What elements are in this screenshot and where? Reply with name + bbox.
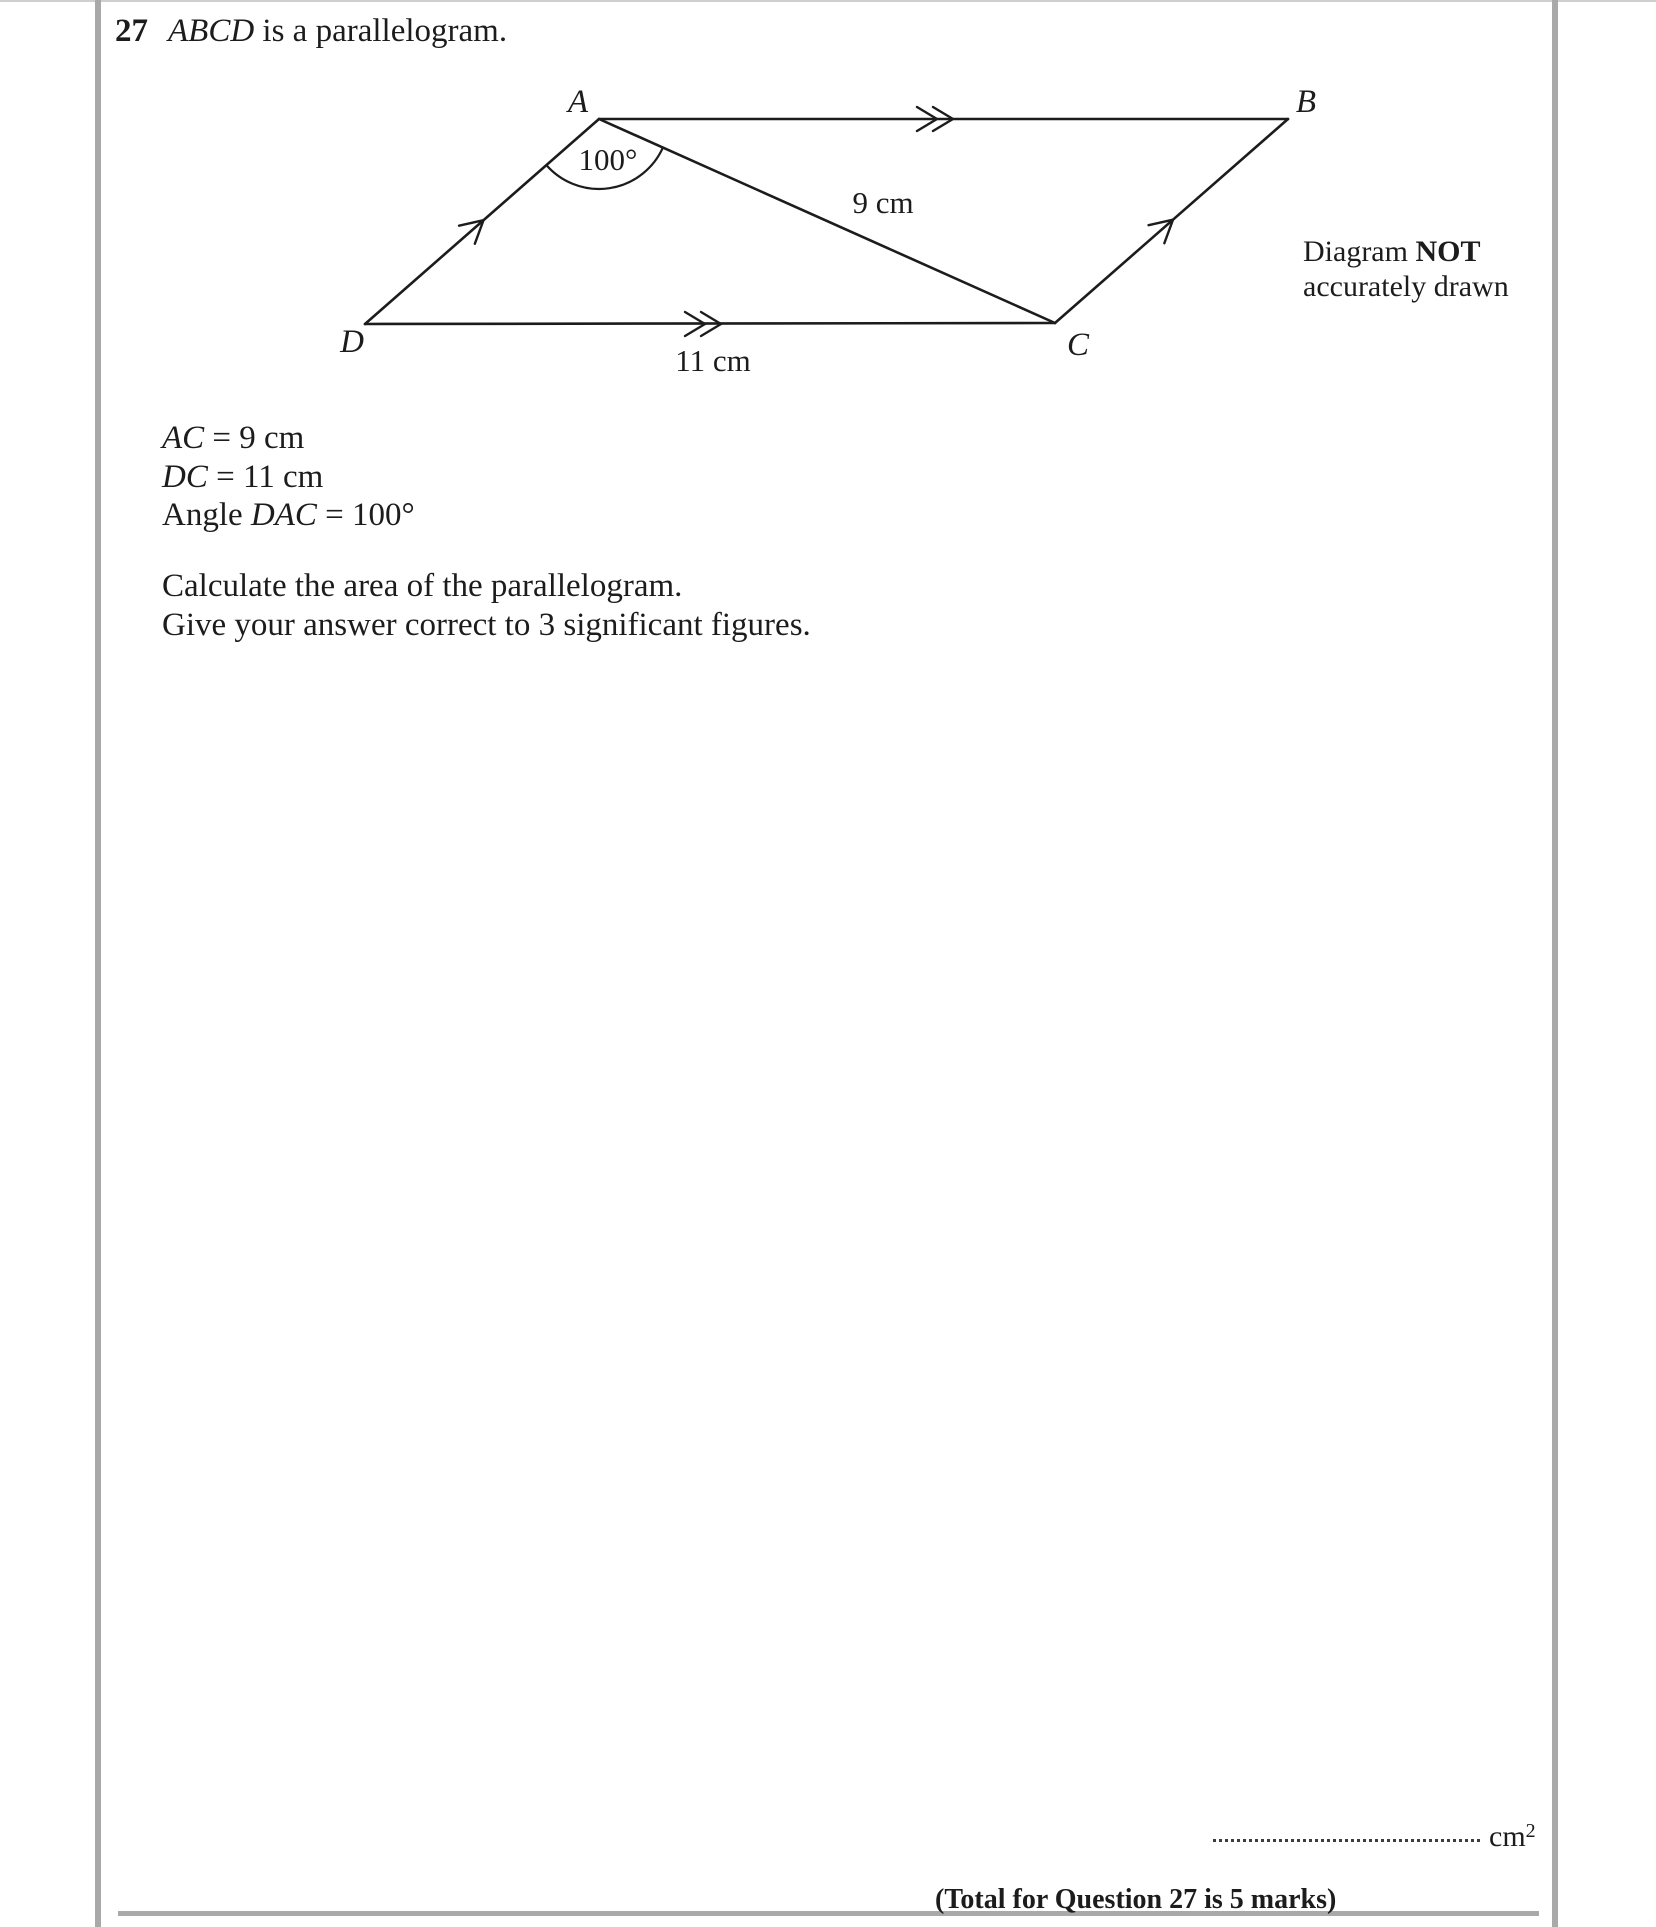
given-facts [162, 419, 415, 535]
vertex-label-a: A [567, 84, 589, 120]
vertex-label-c: C [1066, 327, 1090, 363]
diagram-note-line1: Diagram NOT [1303, 235, 1481, 268]
task-instructions [162, 567, 811, 645]
parallelogram-diagram [0, 0, 1656, 430]
edge-cd [365, 323, 1055, 324]
vertex-label-b: B [1295, 84, 1317, 120]
question-statement-rest: is a parallelogram. [254, 13, 508, 49]
answer-unit: $cm^2$ [1489, 1820, 1536, 1853]
total-marks: (Total for Question 27 is 5 marks) [935, 1884, 1337, 1915]
fact-dc: DC = 11 cm [162, 458, 324, 495]
fact-ac: AC = 9 cm [162, 420, 305, 456]
angle-label: 100° [578, 142, 638, 177]
question-statement-italic: ABCD [168, 13, 255, 49]
answer-dotted-line [1213, 1813, 1480, 1842]
task-line1: Calculate the area of the parallelogram. [162, 568, 683, 604]
answer-unit-superscript: 2 [1525, 1820, 1536, 1842]
base-length-label: 11 cm [675, 343, 751, 378]
question-number: 27 [115, 13, 148, 49]
diagonal-ac [599, 119, 1055, 323]
diagram-note-line2: accurately drawn [1303, 270, 1509, 303]
vertex-label-d: D [340, 324, 364, 360]
diagram-note [1303, 234, 1509, 304]
diagonal-length-label: 9 cm [852, 185, 914, 220]
task-line2: Give your answer correct to 3 significant figures. [162, 607, 811, 643]
fact-angle-dac: Angle DAC = 100° [162, 497, 415, 533]
